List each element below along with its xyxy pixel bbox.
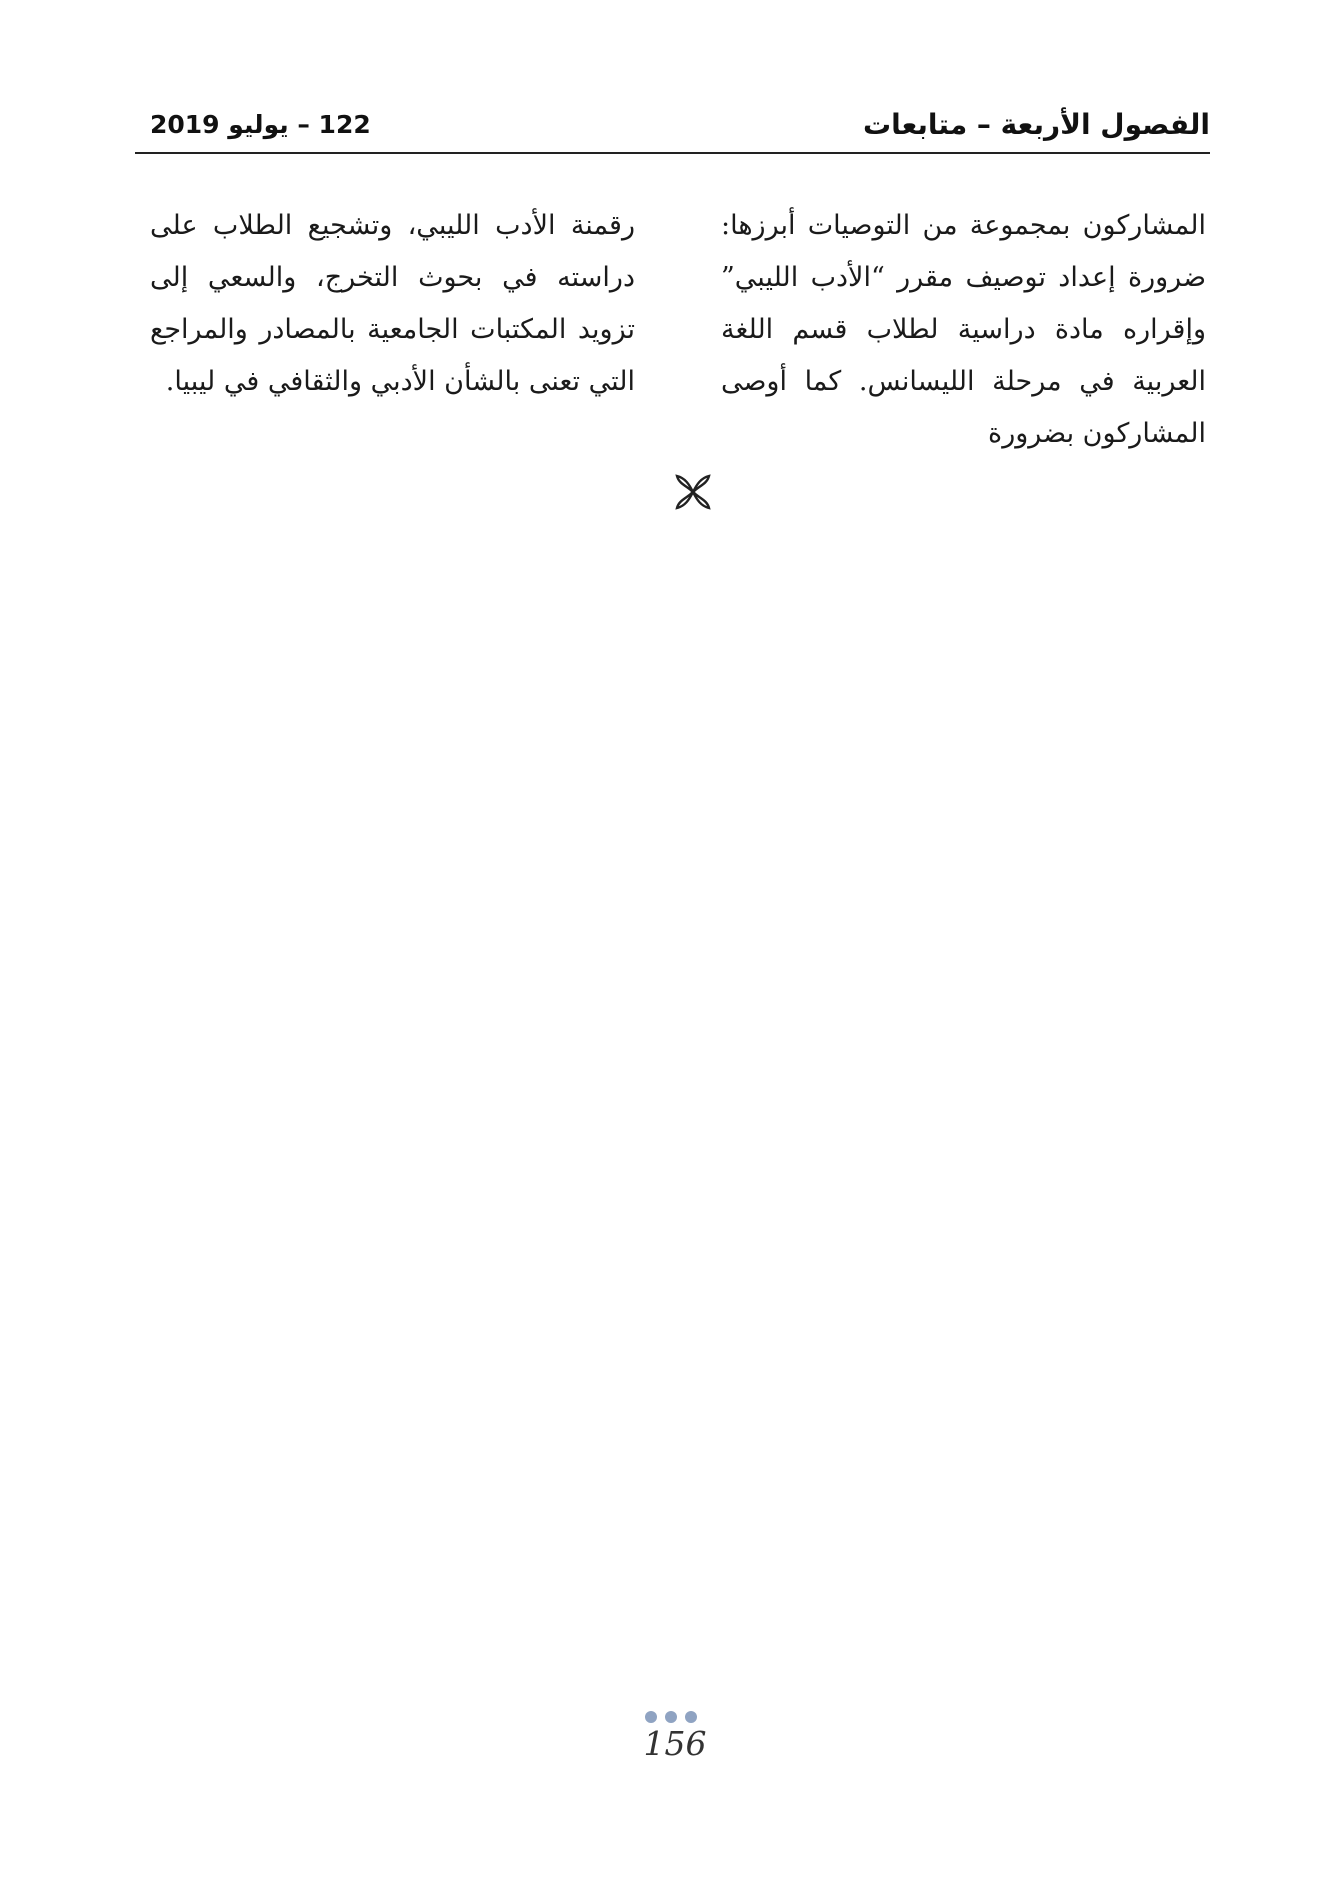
article-column-right: المشاركون بمجموعة من التوصيات أبرزها: ضرورة إعداد توصيف مقرر “الأدب الليبي” وإقراره مادة دراسية لطلاب قسم اللغة العربية في مرحلة الليسانس. كما أوصى المشاركون بضرورة <box>721 210 1206 449</box>
end-of-article-ornament-icon <box>673 472 713 512</box>
page-number: 156 <box>643 1724 707 1763</box>
journal-section-title: الفصول الأربعة – متابعات <box>862 108 1210 141</box>
running-header <box>135 95 1210 155</box>
article-column-left: رقمنة الأدب الليبي، وتشجيع الطلاب على دراسته في بحوث التخرج، والسعي إلى تزويد المكتبات الجامعية بالمصادر والمراجع التي تعنى بالشأن الأدبي والثقافي في ليبيا. <box>150 210 635 397</box>
issue-date: 122 – يوليو 2019 <box>150 110 371 139</box>
header-divider <box>135 152 1210 154</box>
